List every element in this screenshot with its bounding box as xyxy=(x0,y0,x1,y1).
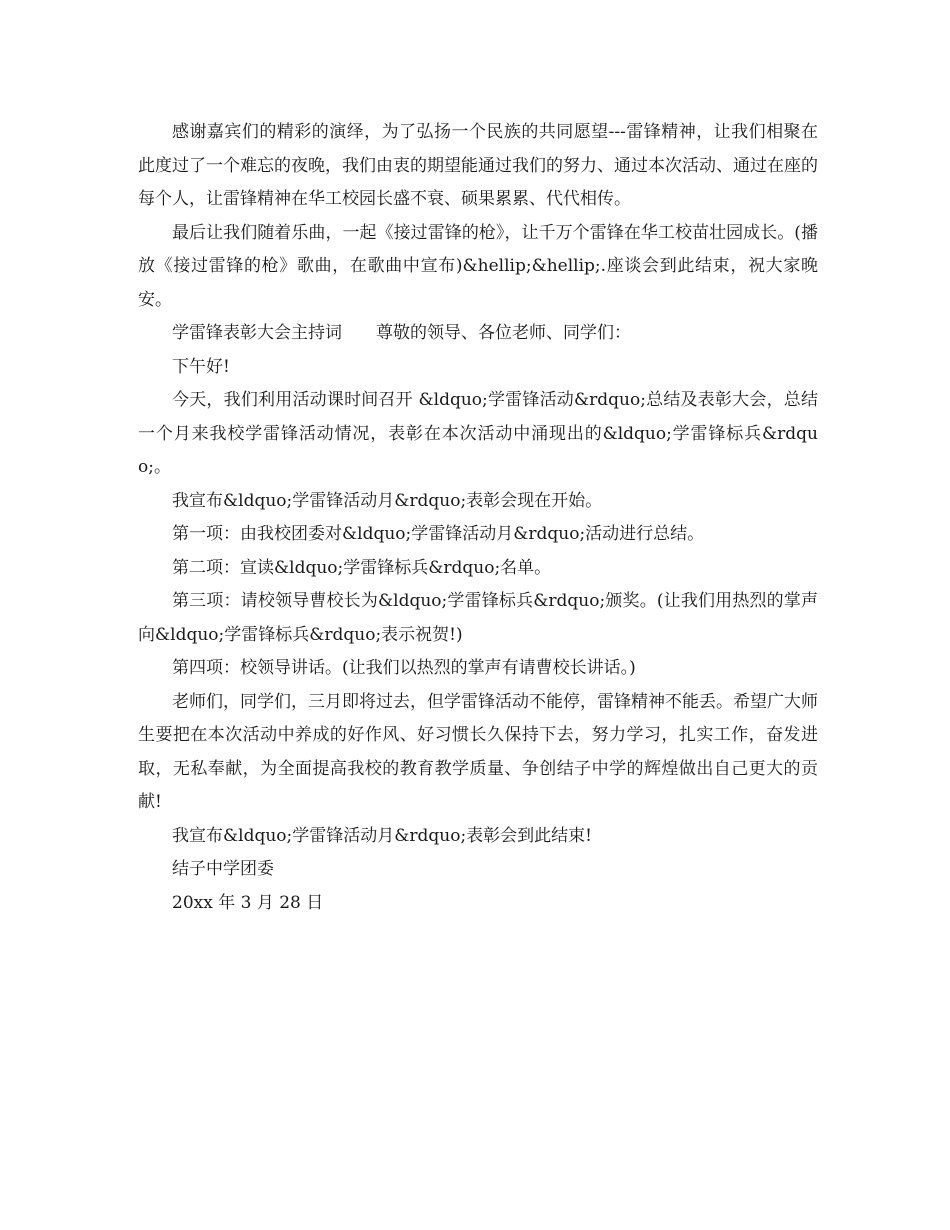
paragraph-opening: 我宣布&ldquo;学雷锋活动月&rdquo;表彰会现在开始。 xyxy=(172,490,603,511)
signature-date: 20xx 年 3 月 28 日 xyxy=(172,892,324,913)
paragraph-item-1: 第一项：由我校团委对&ldquo;学雷锋活动月&rdquo;活动进行总结。 xyxy=(172,524,705,544)
document-body xyxy=(138,116,818,920)
signature-organization: 结子中学团委 xyxy=(172,859,274,879)
paragraph-exhortation: 老师们，同学们，三月即将过去，但学雷锋活动不能停，雷锋精神不能丢。希望广大师生要把在本次活动中养成的好作风、好习惯长久保持下去，努力学习，扎实工作，奋发进取，无私奉献，为全面提高我校的教育教学质量、争创结子中学的辉煌做出自己更大的贡献! xyxy=(138,691,818,812)
paragraph-thanks: 感谢嘉宾们的精彩的演绎，为了弘扬一个民族的共同愿望---雷锋精神，让我们相聚在此度过了一个难忘的夜晚，我们由衷的期望能通过我们的努力、通过本次活动、通过在座的每个人，让雷锋精神在华工校园长盛不衰、硕果累累、代代相传。 xyxy=(138,122,818,209)
paragraph-speech-title: 学雷锋表彰大会主持词 尊敬的领导、各位老师、同学们： xyxy=(172,323,631,343)
paragraph-closing-song: 最后让我们随着乐曲，一起《接过雷锋的枪》，让千万个雷锋在华工校苗壮园成长。(播放《接过雷锋的枪》歌曲，在歌曲中宣布)&hellip;&hellip;.座谈会到此结束，祝大家晚安。 xyxy=(138,222,818,310)
paragraph-item-4: 第四项：校领导讲话。(让我们以热烈的掌声有请曹校长讲话。) xyxy=(172,658,636,678)
paragraph-greeting: 下午好! xyxy=(172,356,230,377)
paragraph-item-2: 第二项：宣读&ldquo;学雷锋标兵&rdquo;名单。 xyxy=(172,557,552,578)
paragraph-item-3: 第三项：请校领导曹校长为&ldquo;学雷锋标兵&rdquo;颁奖。(让我们用热烈的掌声向&ldquo;学雷锋标兵&rdquo;表示祝贺!) xyxy=(138,591,818,645)
paragraph-intro: 今天，我们利用活动课时间召开 &ldquo;学雷锋活动&rdquo;总结及表彰大会，总结一个月来我校学雷锋活动情况，表彰在本次活动中涌现出的&ldquo;学雷锋标兵&rdquo;。 xyxy=(138,390,818,477)
paragraph-closing: 我宣布&ldquo;学雷锋活动月&rdquo;表彰会到此结束! xyxy=(172,825,593,846)
